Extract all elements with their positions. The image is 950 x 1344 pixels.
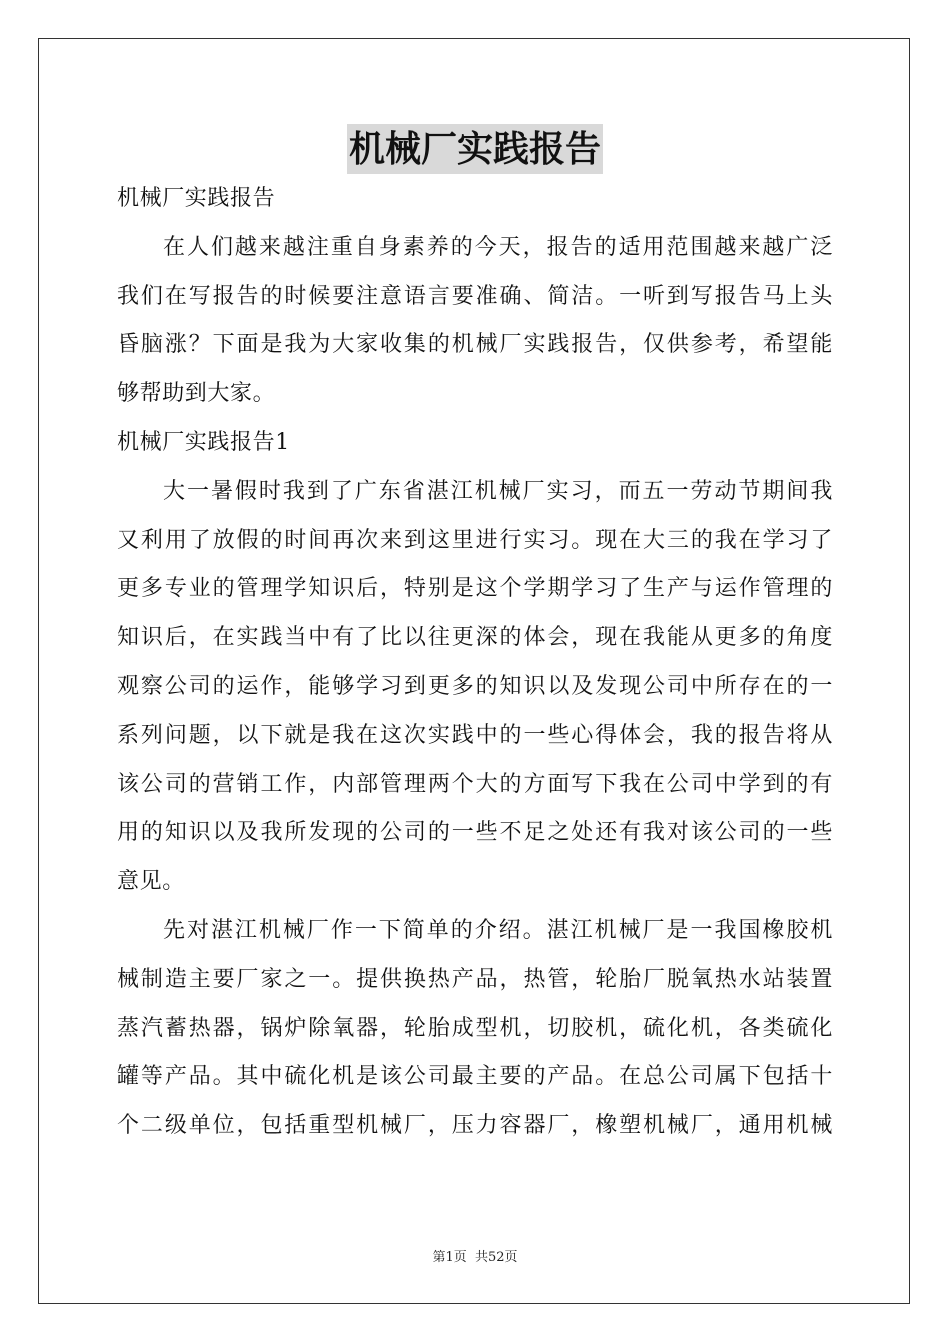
para1-line: 意见。 xyxy=(117,869,185,895)
para1-line: 该公司的营销工作，内部管理两个大的方面写下我在公司中学到的有 xyxy=(117,771,833,797)
para1-line: 知识后，在实践当中有了比以往更深的体会，现在我能从更多的角度 xyxy=(117,625,833,651)
intro-line: 我们在写报告的时候要注意语言要准确、简洁。一听到写报告马上头 xyxy=(117,283,833,309)
para1-line: 更多专业的管理学知识后，特别是这个学期学习了生产与运作管理的 xyxy=(117,576,833,602)
intro-line: 在人们越来越注重自身素养的今天，报告的适用范围越来越广泛 xyxy=(163,234,833,260)
para1-line: 用的知识以及我所发现的公司的一些不足之处还有我对该公司的一些 xyxy=(117,820,833,846)
para1-line: 又利用了放假的时间再次来到这里进行实习。现在大三的我在学习了 xyxy=(117,527,833,553)
para1-line: 大一暑假时我到了广东省湛江机械厂实习，而五一劳动节期间我 xyxy=(163,478,833,504)
para1-line: 观察公司的运作，能够学习到更多的知识以及发现公司中所存在的一 xyxy=(117,673,833,699)
subtitle-line: 机械厂实践报告 xyxy=(117,186,276,211)
page-number: 第1页 xyxy=(432,1250,467,1265)
document-title: 机械厂实践报告 xyxy=(347,124,603,174)
para2-line: 先对湛江机械厂作一下简单的介绍。湛江机械厂是一我国橡胶机 xyxy=(163,917,833,943)
intro-line: 够帮助到大家。 xyxy=(117,381,276,407)
page-total: 共52页 xyxy=(474,1250,518,1265)
page-footer xyxy=(0,1246,950,1265)
document-body xyxy=(117,175,833,1151)
para2-line: 械制造主要厂家之一。提供换热产品，热管，轮胎厂脱氧热水站装置 xyxy=(117,966,833,992)
para2-line: 个二级单位，包括重型机械厂，压力容器厂，橡塑机械厂，通用机械 xyxy=(117,1113,833,1139)
para2-line: 罐等产品。其中硫化机是该公司最主要的产品。在总公司属下包括十 xyxy=(117,1064,833,1090)
para1-line: 系列问题，以下就是我在这次实践中的一些心得体会，我的报告将从 xyxy=(117,722,833,748)
section-heading: 机械厂实践报告1 xyxy=(117,429,290,455)
title-wrap xyxy=(0,124,950,174)
para2-line: 蒸汽蓄热器，锅炉除氧器，轮胎成型机，切胶机，硫化机，各类硫化 xyxy=(117,1015,833,1041)
intro-line: 昏脑涨？下面是我为大家收集的机械厂实践报告，仅供参考，希望能 xyxy=(117,332,833,358)
